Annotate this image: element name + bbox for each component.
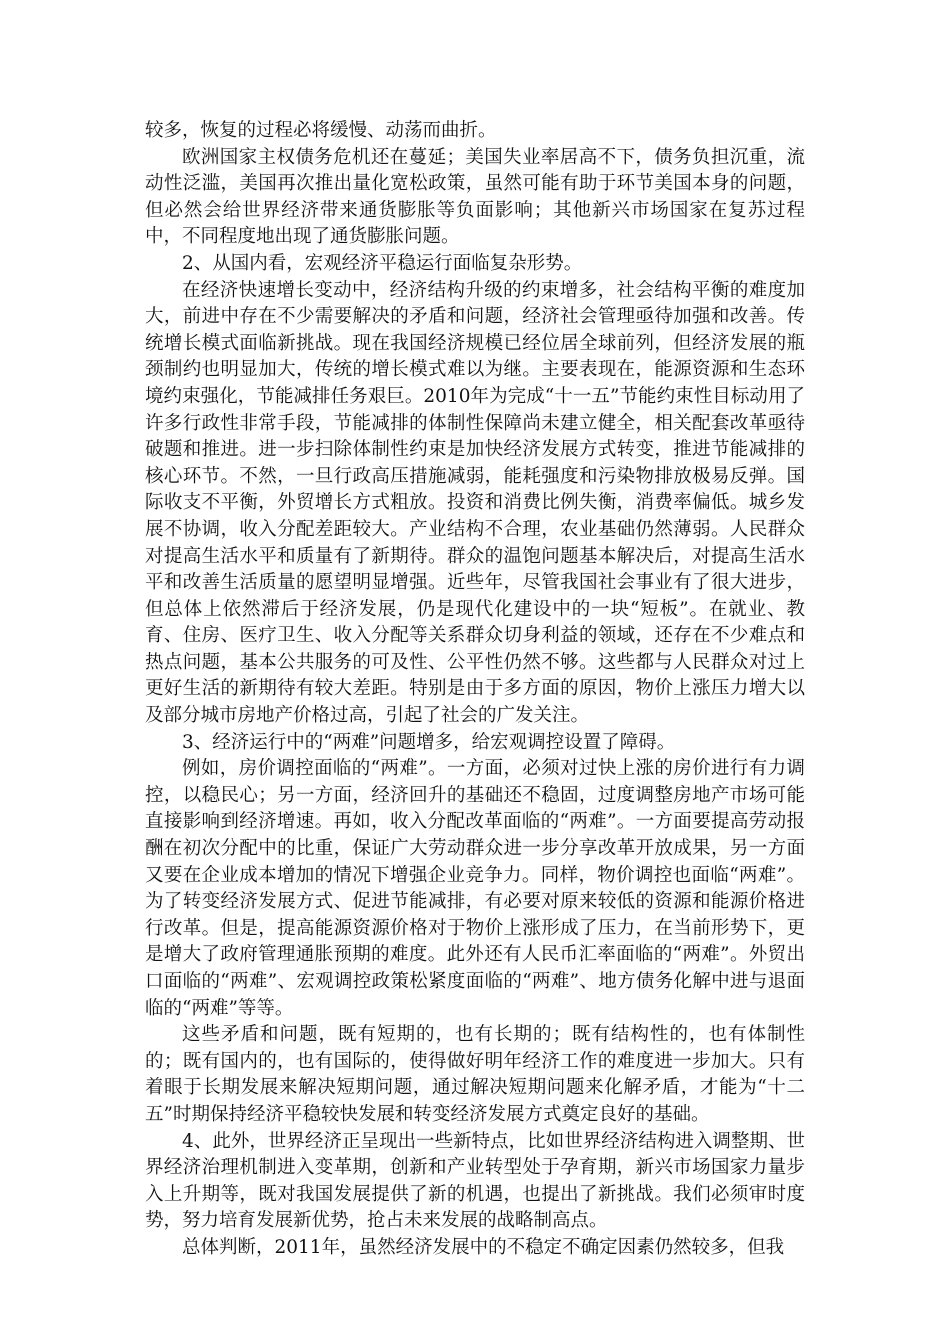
paragraph-1: 较多，恢复的过程必将缓慢、动荡而曲折。 xyxy=(145,120,497,141)
paragraph-5: 这些矛盾和问题，既有短期的，也有长期的；既有结构性的，也有体制性的；既有国内的，也有国际的，使得做好明年经济工作的难度进一步加大。只有着眼于长期发展来解决短期问题，通过解决短期问题来化解矛盾，才能为“十二五”时期保持经济平稳较快发展和转变经济发展方式奠定良好的基础。 xyxy=(145,1024,805,1125)
section-heading-4: 4、此外，世界经济正呈现出一些新特点，比如世界经济结构进入调整期、世界经济治理机制进入变革期，创新和产业转型处于孕育期，新兴市场国家力量步入上升期等，既对我国发展提供了新的机遇，也提出了新挑战。我们必须审时度势，努力培育发展新优势，抢占未来发展的战略制高点。 xyxy=(145,1130,805,1232)
section-heading-3: 3、经济运行中的“两难”问题增多，给宏观调控设置了障碍。 xyxy=(182,731,676,753)
section-heading-2: 2、从国内看，宏观经济平稳运行面临复杂形势。 xyxy=(182,252,583,274)
paragraph-4: 例如，房价调控面临的“两难”。一方面，必须对过快上涨的房价进行有力调控，以稳民心；另一方面，经济回升的基础还不稳固，过度调整房地产市场可能直接影响到经济增速。再如，收入分配改革面临的“两难”。一方面要提高劳动报酬在初次分配中的比重，保证广大劳动群众进一步分享改革开放成果，另一方面又要在企业成本增加的情况下增强企业竞争力。同样，物价调控也面临“两难”。为了转变经济发展方式、促进节能减排，有必要对原来较低的资源和能源价格进行改革。但是，提高能源资源价格对于物价上涨形成了压力，在当前形势下，更是增大了政府管理通胀预期的难度。此外还有人民币汇率面临的“两难”。外贸出口面临的“两难”、宏观调控政策松紧度面临的“两难”、地方债务化解中进与退面临的“两难”等等。 xyxy=(145,758,805,1019)
paragraph-3: 在经济快速增长变动中，经济结构升级的约束增多，社会结构平衡的难度加大，前进中存在不少需要解决的矛盾和问题，经济社会管理亟待加强和改善。传统增长模式面临新挑战。现在我国经济规模已经位居全球前列，但经济发展的瓶颈制约也明显加大，传统的增长模式难以为继。主要表现在，能源资源和生态环境约束强化，节能减排任务艰巨。2010年为完成“十一五”节能约束性目标动用了许多行政性非常手段，节能减排的体制性保障尚未建立健全，相关配套改革亟待破题和推进。进一步扫除体制性约束是加快经济发展方式转变，推进节能减排的核心环节。不然，一旦行政高压措施减弱，能耗强度和污染物排放极易反弹。国际收支不平衡，外贸增长方式粗放。投资和消费比例失衡，消费率偏低。城乡发展不协调，收入分配差距较大。产业结构不合理，农业基础仍然薄弱。人民群众对提高生活水平和质量有了新期待。群众的温饱问题基本解决后，对提高生活水平和改善生活质量的愿望明显增强。近些年，尽管我国社会事业有了很大进步，但总体上依然滞后于经济发展，仍是现代化建设中的一块“短板”。在就业、教育、住房、医疗卫生、收入分配等关系群众切身利益的领域，还存在不少难点和热点问题，基本公共服务的可及性、公平性仍然不够。这些都与人民群众对过上更好生活的新期待有较大差距。特别是由于多方面的原因，物价上涨压力增大以及部分城市房地产价格过高，引起了社会的广发关注。 xyxy=(145,279,805,727)
paragraph-6: 总体判断，2011年，虽然经济发展中的不稳定不确定因素仍然较多，但我 xyxy=(182,1236,785,1258)
paragraph-2: 欧洲国家主权债务危机还在蔓延；美国失业率居高不下，债务负担沉重，流动性泛滥，美国再次推出量化宽松政策，虽然可能有助于环节美国本身的问题，但必然会给世界经济带来通货膨胀等负面影响；其他新兴市场国家在复苏过程中，不同程度地出现了通货膨胀问题。 xyxy=(145,146,805,248)
document-body xyxy=(145,118,805,1262)
